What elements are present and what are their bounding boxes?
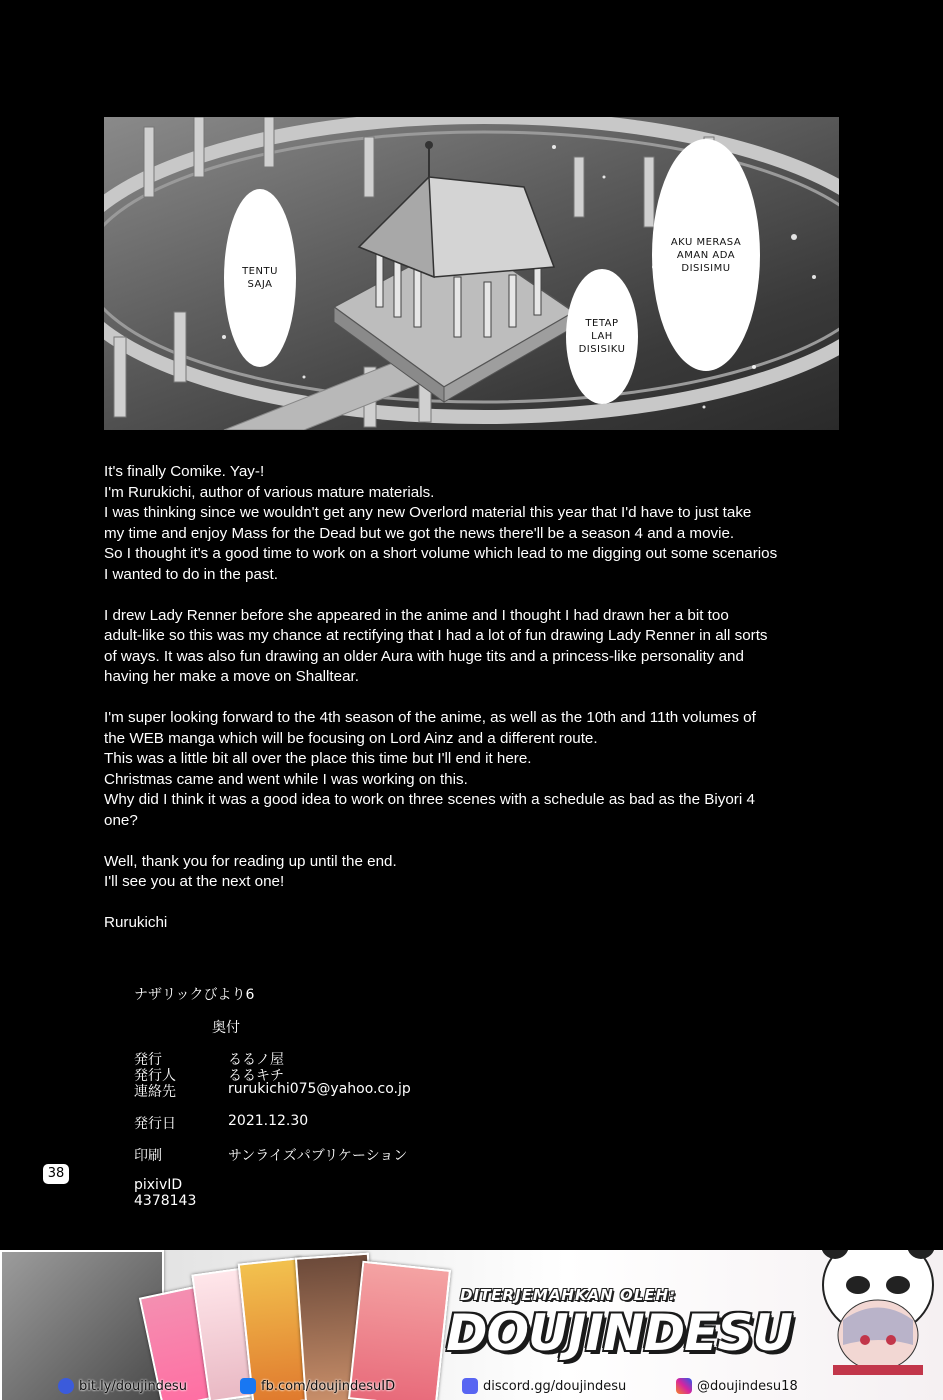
afterword-line: Why did I think it was a good idea to work on three scenes with a schedule as bad as the Biyori 4: [104, 791, 755, 808]
discord-icon: [462, 1378, 478, 1394]
afterword-text: [104, 462, 844, 934]
discord-link[interactable]: [462, 1376, 626, 1396]
issuer-value: るるキチ: [228, 1068, 284, 1084]
facebook-link[interactable]: [240, 1376, 395, 1396]
discord-link-text: discord.gg/doujindesu: [483, 1378, 627, 1394]
afterword-line: I'm super looking forward to the 4th season of the anime, as well as the 10th and 11th volumes of: [104, 709, 756, 726]
facebook-icon: [240, 1378, 256, 1394]
globe-icon: [58, 1378, 74, 1394]
afterword-line: my time and enjoy Mass for the Dead but we got the news there'll be a season 4 and a movie.: [104, 524, 735, 542]
facebook-link-text: fb.com/doujindesuID: [261, 1378, 396, 1394]
afterword-line: I was thinking since we wouldn't get any new Overlord material this year that I'd have to just take: [104, 504, 752, 521]
instagram-link[interactable]: [676, 1376, 798, 1396]
date-label: 発行日: [134, 1116, 176, 1132]
colophon-title: ナザリックびより6: [134, 987, 255, 1003]
paragraph-gap: [104, 688, 844, 709]
afterword-line: I'll see you at the next one!: [104, 873, 285, 890]
website-link[interactable]: [58, 1376, 187, 1396]
afterword-line: I drew Lady Renner before she appeared in the anime and I thought I had drawn her a bit too: [104, 606, 729, 624]
instagram-icon: [676, 1378, 692, 1394]
print-value: サンライズパブリケーション: [228, 1148, 408, 1164]
afterword-line: So I thought it's a good time to work on a short volume which lead to me digging out some scenarios: [104, 545, 778, 562]
colophon-heading: 奥付: [212, 1020, 240, 1036]
afterword-line: Well, thank you for reading up until the end.: [104, 852, 397, 870]
paragraph-gap: [104, 585, 844, 606]
afterword-line: This was a little bit all over the place this time but I'll end it here.: [104, 750, 532, 767]
website-link-text: bit.ly/doujindesu: [79, 1378, 187, 1394]
paragraph-gap: [104, 831, 844, 852]
afterword-line: of ways. It was also fun drawing an older Aura with huge tits and a princess-like personality and: [104, 647, 744, 665]
afterword-line: I wanted to do in the past.: [104, 565, 278, 583]
publisher-value: るるノ屋: [228, 1052, 284, 1068]
speech-bubble-right: AKU MERASA AMAN ADA DISISIMU: [652, 139, 760, 371]
page-number: 38: [43, 1164, 69, 1184]
publisher-label: 発行: [134, 1052, 162, 1068]
manga-panel: [104, 117, 839, 430]
pixiv-value: 4378143: [134, 1193, 197, 1209]
afterword-line: Christmas came and went while I was working on this.: [104, 770, 468, 788]
doujindesu-logo: DOUJINDESU: [446, 1304, 792, 1362]
translator-banner: [0, 1250, 943, 1400]
translated-by-label: DITERJEMAHKAN OLEH:: [460, 1286, 677, 1304]
afterword-line: adult-like so this was my chance at rectifying that I had a lot of fun drawing Lady Renner in all sorts: [104, 627, 768, 644]
issuer-label: 発行人: [134, 1068, 176, 1084]
afterword-line: It's finally Comike. Yay-!: [104, 463, 265, 480]
afterword-line: I'm Rurukichi, author of various mature materials.: [104, 483, 435, 501]
author-signature: Rurukichi: [104, 914, 168, 931]
instagram-link-text: @doujindesu18: [697, 1378, 798, 1394]
paragraph-gap: [104, 893, 844, 914]
afterword-line: the WEB manga which will be focusing on Lord Ainz and a different route.: [104, 729, 598, 747]
date-value: 2021.12.30: [228, 1113, 309, 1129]
speech-bubble-middle: TETAP LAH DISISIKU: [566, 269, 638, 404]
afterword-line: one?: [104, 811, 138, 829]
afterword-line: having her make a move on Shalltear.: [104, 668, 359, 685]
contact-value: rurukichi075@yahoo.co.jp: [228, 1081, 411, 1097]
contact-label: 連絡先: [134, 1084, 176, 1100]
print-label: 印刷: [134, 1148, 162, 1164]
pixiv-label: pixivID: [134, 1177, 183, 1193]
panda-mascot-icon: [813, 1250, 943, 1375]
speech-bubble-left: TENTU SAJA: [224, 189, 296, 367]
